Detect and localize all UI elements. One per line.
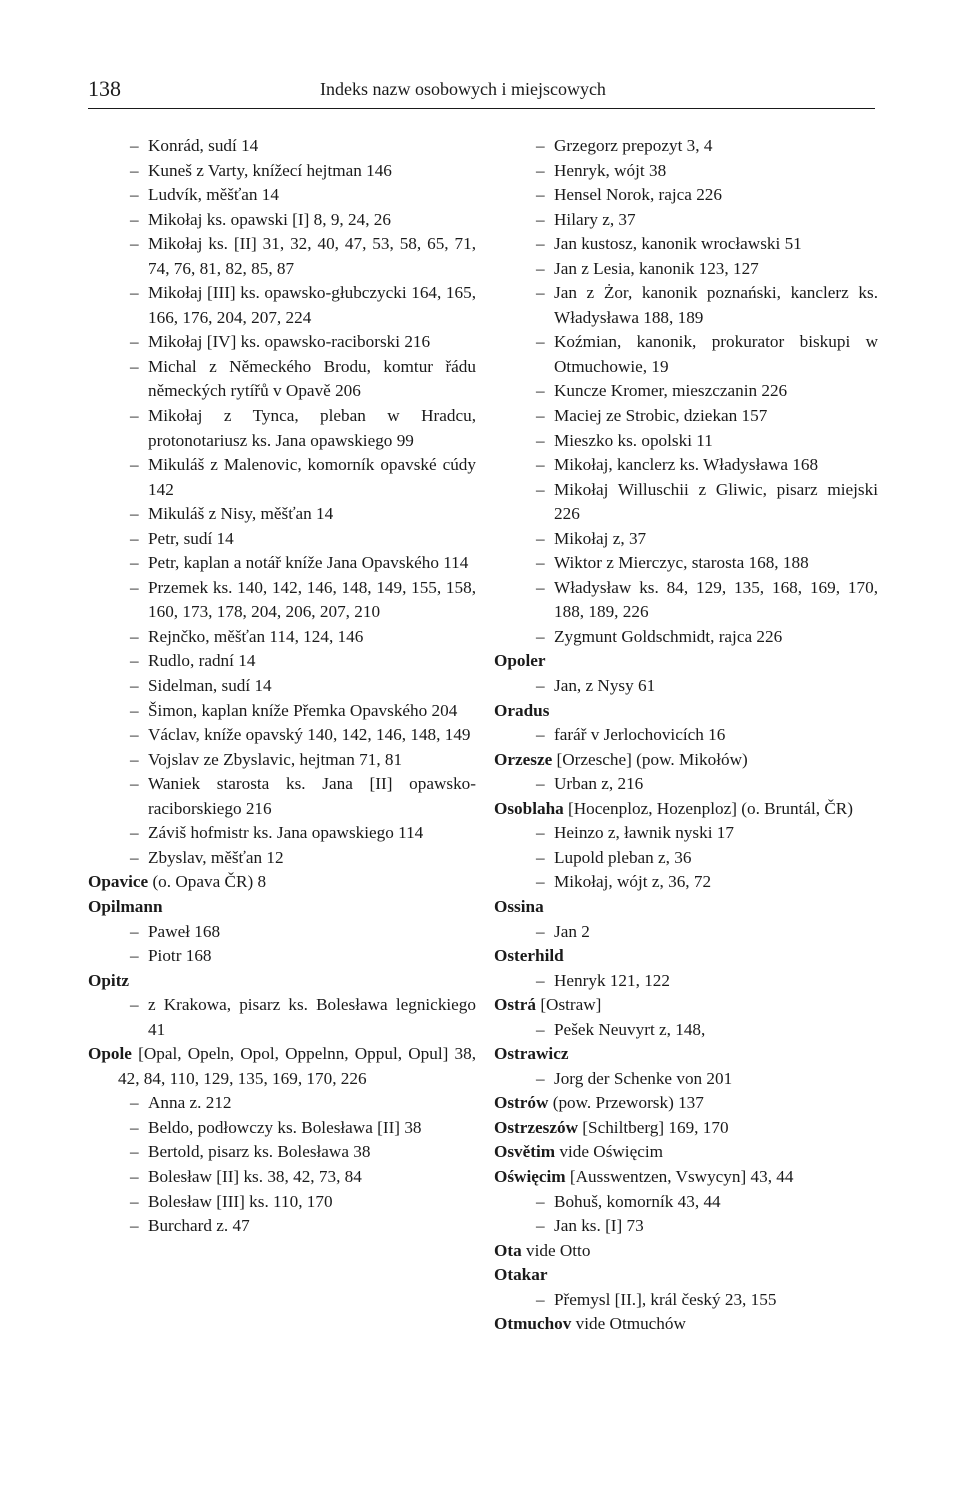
entry-dash: – bbox=[536, 626, 545, 646]
entry-text: Hensel Norok, rajca 226 bbox=[554, 185, 722, 205]
entry-dash: – bbox=[130, 651, 139, 671]
entry-dash: – bbox=[536, 283, 545, 303]
index-sub-entry bbox=[494, 846, 878, 871]
entry-dash: – bbox=[536, 234, 545, 254]
entry-dash: – bbox=[130, 553, 139, 573]
index-sub-entry bbox=[494, 478, 878, 527]
entry-headword: Otmuchov bbox=[494, 1314, 572, 1334]
index-main-entry bbox=[494, 1165, 878, 1190]
header-rule bbox=[88, 108, 875, 109]
entry-text: Mikołaj z, 37 bbox=[554, 528, 647, 548]
entry-text: Bertold, pisarz ks. Bolesława 38 bbox=[148, 1142, 371, 1162]
index-sub-entry bbox=[88, 183, 476, 208]
index-sub-entry bbox=[88, 920, 476, 945]
running-title: Indeks nazw osobowych i miejscowych bbox=[320, 79, 606, 99]
entry-text: Zbyslav, měšťan 12 bbox=[148, 847, 284, 867]
entry-dash: – bbox=[536, 970, 545, 990]
entry-dash: – bbox=[130, 700, 139, 720]
index-sub-entry bbox=[88, 993, 476, 1042]
index-sub-entry bbox=[88, 134, 476, 159]
entry-dash: – bbox=[130, 749, 139, 769]
index-main-entry bbox=[494, 1116, 878, 1141]
index-main-entry bbox=[88, 895, 476, 920]
index-main-entry bbox=[494, 944, 878, 969]
entry-text: Burchard z. 47 bbox=[148, 1216, 250, 1236]
entry-headword: Opoler bbox=[494, 651, 546, 671]
entry-text: Waniek starosta ks. Jana [II] opawsko-raciborskiego 216 bbox=[148, 774, 476, 818]
entry-text: Michal z Německého Brodu, komtur řádu německých rytířů v Opavě 206 bbox=[148, 356, 476, 401]
entry-text: [Hocenploz, Hozenploz] (o. Bruntál, ČR) bbox=[563, 798, 853, 818]
entry-text: Mikołaj, kanclerz ks. Władysława 168 bbox=[554, 455, 819, 475]
entry-text: Wiktor z Mierczyc, starosta 168, 188 bbox=[554, 553, 809, 573]
entry-text: Urban z, 216 bbox=[554, 774, 644, 794]
entry-dash: – bbox=[130, 823, 139, 843]
entry-headword: Opitz bbox=[88, 970, 130, 990]
index-main-entry bbox=[88, 870, 476, 895]
index-sub-entry bbox=[88, 232, 476, 281]
index-sub-entry bbox=[88, 1165, 476, 1190]
index-column-left bbox=[88, 134, 476, 1239]
index-sub-entry bbox=[88, 404, 476, 453]
index-sub-entry bbox=[494, 551, 878, 576]
entry-headword: Otakar bbox=[494, 1265, 548, 1285]
index-main-entry bbox=[88, 1042, 476, 1091]
entry-dash: – bbox=[130, 725, 139, 745]
index-main-entry bbox=[494, 993, 878, 1018]
entry-text: (o. Opava ČR) 8 bbox=[148, 872, 267, 892]
index-sub-entry bbox=[494, 527, 878, 552]
entry-text: Sidelman, sudí 14 bbox=[148, 676, 272, 696]
index-sub-entry bbox=[88, 1116, 476, 1141]
entry-text: Jan 2 bbox=[554, 921, 590, 941]
entry-text: Maciej ze Strobic, dziekan 157 bbox=[554, 406, 768, 426]
index-sub-entry bbox=[88, 772, 476, 821]
entry-dash: – bbox=[130, 185, 139, 205]
entry-text: Václav, kníže opavský 140, 142, 146, 148, 149 bbox=[148, 725, 471, 745]
entry-dash: – bbox=[536, 406, 545, 426]
index-sub-entry bbox=[494, 1067, 878, 1092]
entry-text: Mikołaj ks. opawski [I] 8, 9, 24, 26 bbox=[148, 209, 391, 229]
entry-text: [Opal, Opeln, Opol, Oppelnn, Oppul, Opul] 38, 42, 84, 110, 129, 135, 169, 170, 226 bbox=[118, 1044, 476, 1088]
entry-headword: Orzesze bbox=[494, 749, 553, 769]
index-sub-entry bbox=[494, 379, 878, 404]
entry-dash: – bbox=[536, 725, 545, 745]
entry-headword: Ossina bbox=[494, 896, 544, 916]
entry-headword: Ota bbox=[494, 1240, 522, 1260]
entry-dash: – bbox=[536, 332, 545, 352]
entry-dash: – bbox=[536, 1019, 545, 1039]
entry-dash: – bbox=[536, 185, 545, 205]
index-sub-entry bbox=[88, 355, 476, 404]
entry-dash: – bbox=[130, 1117, 139, 1137]
entry-headword: Ostrá bbox=[494, 995, 537, 1015]
index-main-entry bbox=[494, 1239, 878, 1264]
index-main-entry bbox=[494, 748, 878, 773]
entry-text: Mikołaj, wójt z, 36, 72 bbox=[554, 872, 712, 892]
index-sub-entry bbox=[494, 969, 878, 994]
index-sub-entry bbox=[494, 674, 878, 699]
entry-text: Kuneš z Varty, knížecí hejtman 146 bbox=[148, 160, 392, 180]
entry-text: Mikołaj Willuschii z Gliwic, pisarz miejski 226 bbox=[554, 479, 878, 524]
entry-text: Heinzo z, ławnik nyski 17 bbox=[554, 823, 734, 843]
entry-text: vide Otmuchów bbox=[571, 1314, 686, 1334]
entry-dash: – bbox=[536, 823, 545, 843]
index-column-right bbox=[494, 134, 878, 1337]
entry-dash: – bbox=[130, 356, 139, 376]
entry-text: Šimon, kaplan kníže Přemka Opavského 204 bbox=[148, 700, 458, 720]
entry-text: Mikołaj z Tynca, pleban w Hradcu, protonotariusz ks. Jana opawskiego 99 bbox=[148, 406, 476, 450]
entry-text: Bolesław [III] ks. 110, 170 bbox=[148, 1191, 333, 1211]
entry-dash: – bbox=[536, 258, 545, 278]
entry-text: Paweł 168 bbox=[148, 921, 221, 941]
entry-text: Władysław ks. 84, 129, 135, 168, 169, 170, 188, 189, 226 bbox=[554, 577, 878, 622]
index-sub-entry bbox=[88, 527, 476, 552]
index-sub-entry bbox=[88, 1214, 476, 1239]
index-sub-entry bbox=[494, 208, 878, 233]
entry-headword: Osoblaha bbox=[494, 798, 564, 818]
entry-text: Konrád, sudí 14 bbox=[148, 136, 259, 155]
entry-text: Bohuš, komorník 43, 44 bbox=[554, 1191, 721, 1211]
entry-dash: – bbox=[130, 1142, 139, 1162]
index-sub-entry bbox=[494, 1018, 878, 1043]
entry-dash: – bbox=[130, 774, 139, 794]
index-sub-entry bbox=[88, 649, 476, 674]
index-sub-entry bbox=[494, 257, 878, 282]
index-sub-entry bbox=[88, 748, 476, 773]
entry-text: Jan, z Nysy 61 bbox=[554, 676, 656, 696]
index-sub-entry bbox=[88, 1091, 476, 1116]
entry-headword: Ostrawicz bbox=[494, 1044, 569, 1064]
index-sub-entry bbox=[494, 159, 878, 184]
entry-text: Jan ks. [I] 73 bbox=[554, 1216, 644, 1236]
index-sub-entry bbox=[88, 330, 476, 355]
entry-dash: – bbox=[536, 430, 545, 450]
entry-dash: – bbox=[536, 160, 545, 180]
entry-dash: – bbox=[536, 1289, 545, 1309]
entry-dash: – bbox=[130, 946, 139, 966]
index-sub-entry bbox=[88, 208, 476, 233]
entry-text: Grzegorz prepozyt 3, 4 bbox=[554, 136, 713, 155]
entry-text: [Schiltberg] 169, 170 bbox=[578, 1117, 729, 1137]
entry-text: Mieszko ks. opolski 11 bbox=[554, 430, 713, 450]
index-main-entry bbox=[494, 1263, 878, 1288]
entry-text: Koźmian, kanonik, prokurator biskupi w Otmuchowie, 19 bbox=[554, 332, 878, 376]
index-sub-entry bbox=[494, 330, 878, 379]
entry-dash: – bbox=[130, 406, 139, 426]
entry-dash: – bbox=[130, 528, 139, 548]
entry-dash: – bbox=[130, 1166, 139, 1186]
entry-headword: Ostrzeszów bbox=[494, 1117, 578, 1137]
index-main-entry bbox=[494, 1091, 878, 1116]
index-sub-entry bbox=[88, 846, 476, 871]
entry-dash: – bbox=[130, 1216, 139, 1236]
index-sub-entry bbox=[494, 576, 878, 625]
index-sub-entry bbox=[88, 821, 476, 846]
page-number: 138 bbox=[88, 76, 121, 101]
entry-dash: – bbox=[130, 234, 139, 254]
entry-text: vide Otto bbox=[521, 1240, 591, 1260]
entry-text: Mikołaj [IV] ks. opawsko-raciborski 216 bbox=[148, 332, 431, 352]
entry-text: Jan z Lesia, kanonik 123, 127 bbox=[554, 258, 759, 278]
entry-headword: Osvětim bbox=[494, 1142, 556, 1162]
entry-text: vide Oświęcim bbox=[555, 1142, 663, 1162]
entry-dash: – bbox=[130, 160, 139, 180]
entry-headword: Opole bbox=[88, 1044, 132, 1064]
entry-dash: – bbox=[536, 381, 545, 401]
index-sub-entry bbox=[88, 723, 476, 748]
entry-text: Rudlo, radní 14 bbox=[148, 651, 256, 671]
entry-dash: – bbox=[130, 995, 139, 1015]
entry-text: Piotr 168 bbox=[148, 946, 212, 966]
index-sub-entry bbox=[88, 699, 476, 724]
index-sub-entry bbox=[88, 1140, 476, 1165]
index-main-entry bbox=[88, 969, 476, 994]
entry-dash: – bbox=[130, 332, 139, 352]
entry-headword: Oświęcim bbox=[494, 1166, 566, 1186]
index-sub-entry bbox=[494, 404, 878, 429]
entry-headword: Ostrów bbox=[494, 1093, 549, 1113]
index-sub-entry bbox=[88, 281, 476, 330]
entry-text: z Krakowa, pisarz ks. Bolesława legnickiego 41 bbox=[148, 995, 476, 1039]
page-header bbox=[88, 76, 875, 108]
entry-text: Mikołaj [III] ks. opawsko-głubczycki 164, 165, 166, 176, 204, 207, 224 bbox=[148, 283, 476, 327]
entry-text: [Ausswentzen, Vswycyn] 43, 44 bbox=[565, 1166, 794, 1186]
entry-dash: – bbox=[536, 136, 545, 155]
index-main-entry bbox=[494, 1140, 878, 1165]
entry-text: Hilary z, 37 bbox=[554, 209, 636, 229]
entry-text: Přemysl [II.], král český 23, 155 bbox=[554, 1289, 777, 1309]
entry-text: Jan z Żor, kanonik poznański, kanclerz ks. Władysława 188, 189 bbox=[554, 283, 878, 327]
index-sub-entry bbox=[494, 821, 878, 846]
entry-text: Anna z. 212 bbox=[148, 1093, 232, 1113]
index-sub-entry bbox=[494, 281, 878, 330]
entry-text: Mikuláš z Nisy, měšťan 14 bbox=[148, 504, 334, 524]
entry-headword: Oradus bbox=[494, 700, 550, 720]
entry-text: [Ostraw] bbox=[536, 995, 602, 1015]
index-sub-entry bbox=[88, 944, 476, 969]
entry-text: Lupold pleban z, 36 bbox=[554, 847, 692, 867]
index-sub-entry bbox=[494, 429, 878, 454]
entry-text: Przemek ks. 140, 142, 146, 148, 149, 155, 158, 160, 173, 178, 204, 206, 207, 210 bbox=[148, 577, 476, 622]
index-sub-entry bbox=[88, 159, 476, 184]
entry-dash: – bbox=[536, 553, 545, 573]
index-sub-entry bbox=[494, 1214, 878, 1239]
entry-text: Ludvík, měšťan 14 bbox=[148, 185, 279, 205]
entry-text: Petr, kaplan a notář kníže Jana Opavského 114 bbox=[148, 553, 469, 573]
index-main-entry bbox=[494, 649, 878, 674]
entry-dash: – bbox=[536, 847, 545, 867]
entry-text: Mikuláš z Malenovic, komorník opavské cúdy 142 bbox=[148, 455, 476, 499]
index-sub-entry bbox=[88, 551, 476, 576]
index-sub-entry bbox=[494, 625, 878, 650]
entry-text: farář v Jerlochovicích 16 bbox=[554, 725, 726, 745]
entry-headword: Opilmann bbox=[88, 896, 163, 916]
entry-dash: – bbox=[536, 1191, 545, 1211]
entry-dash: – bbox=[130, 1093, 139, 1113]
entry-dash: – bbox=[130, 577, 139, 597]
entry-text: Jorg der Schenke von 201 bbox=[554, 1068, 733, 1088]
entry-text: Bolesław [II] ks. 38, 42, 73, 84 bbox=[148, 1166, 362, 1186]
entry-dash: – bbox=[130, 209, 139, 229]
entry-text: Henryk, wójt 38 bbox=[554, 160, 667, 180]
entry-dash: – bbox=[536, 774, 545, 794]
entry-text: Beldo, podłowczy ks. Bolesława [II] 38 bbox=[148, 1117, 422, 1137]
index-sub-entry bbox=[494, 870, 878, 895]
entry-dash: – bbox=[536, 455, 545, 475]
entry-dash: – bbox=[130, 626, 139, 646]
index-main-entry bbox=[494, 1312, 878, 1337]
index-sub-entry bbox=[494, 183, 878, 208]
index-sub-entry bbox=[88, 576, 476, 625]
index-sub-entry bbox=[494, 772, 878, 797]
index-sub-entry bbox=[88, 502, 476, 527]
index-sub-entry bbox=[494, 723, 878, 748]
entry-text: [Orzesche] (pow. Mikołów) bbox=[552, 749, 748, 769]
index-sub-entry bbox=[494, 453, 878, 478]
entry-dash: – bbox=[130, 921, 139, 941]
entry-dash: – bbox=[130, 136, 139, 155]
entry-dash: – bbox=[536, 1216, 545, 1236]
entry-dash: – bbox=[536, 676, 545, 696]
index-sub-entry bbox=[88, 625, 476, 650]
index-main-entry bbox=[494, 699, 878, 724]
entry-text: Pešek Neuvyrt z, 148, bbox=[554, 1019, 706, 1039]
entry-text: Mikołaj ks. [II] 31, 32, 40, 47, 53, 58, 65, 71, 74, 76, 81, 82, 85, 87 bbox=[148, 234, 476, 278]
entry-dash: – bbox=[130, 676, 139, 696]
entry-dash: – bbox=[130, 504, 139, 524]
entry-dash: – bbox=[536, 1068, 545, 1088]
entry-headword: Osterhild bbox=[494, 946, 564, 966]
entry-dash: – bbox=[536, 479, 545, 499]
entry-dash: – bbox=[536, 872, 545, 892]
index-sub-entry bbox=[494, 232, 878, 257]
entry-dash: – bbox=[130, 455, 139, 475]
entry-dash: – bbox=[536, 209, 545, 229]
entry-dash: – bbox=[536, 577, 545, 597]
entry-text: Záviš hofmistr ks. Jana opawskiego 114 bbox=[148, 823, 424, 843]
entry-dash: – bbox=[130, 1191, 139, 1211]
entry-text: Vojslav ze Zbyslavic, hejtman 71, 81 bbox=[148, 749, 403, 769]
entry-text: Petr, sudí 14 bbox=[148, 528, 234, 548]
entry-dash: – bbox=[536, 921, 545, 941]
entry-text: (pow. Przeworsk) 137 bbox=[548, 1093, 704, 1113]
index-sub-entry bbox=[88, 674, 476, 699]
entry-dash: – bbox=[536, 528, 545, 548]
entry-text: Kuncze Kromer, mieszczanin 226 bbox=[554, 381, 788, 401]
entry-text: Zygmunt Goldschmidt, rajca 226 bbox=[554, 626, 783, 646]
index-sub-entry bbox=[494, 134, 878, 159]
index-sub-entry bbox=[494, 1288, 878, 1313]
entry-dash: – bbox=[130, 847, 139, 867]
index-sub-entry bbox=[88, 453, 476, 502]
entry-text: Henryk 121, 122 bbox=[554, 970, 670, 990]
index-sub-entry bbox=[88, 1190, 476, 1215]
entry-text: Rejnčko, měšťan 114, 124, 146 bbox=[148, 626, 364, 646]
index-main-entry bbox=[494, 1042, 878, 1067]
index-sub-entry bbox=[494, 920, 878, 945]
index-sub-entry bbox=[494, 1190, 878, 1215]
index-main-entry bbox=[494, 895, 878, 920]
entry-text: Jan kustosz, kanonik wrocławski 51 bbox=[554, 234, 802, 254]
entry-headword: Opavice bbox=[88, 872, 149, 892]
entry-dash: – bbox=[130, 283, 139, 303]
index-main-entry bbox=[494, 797, 878, 822]
